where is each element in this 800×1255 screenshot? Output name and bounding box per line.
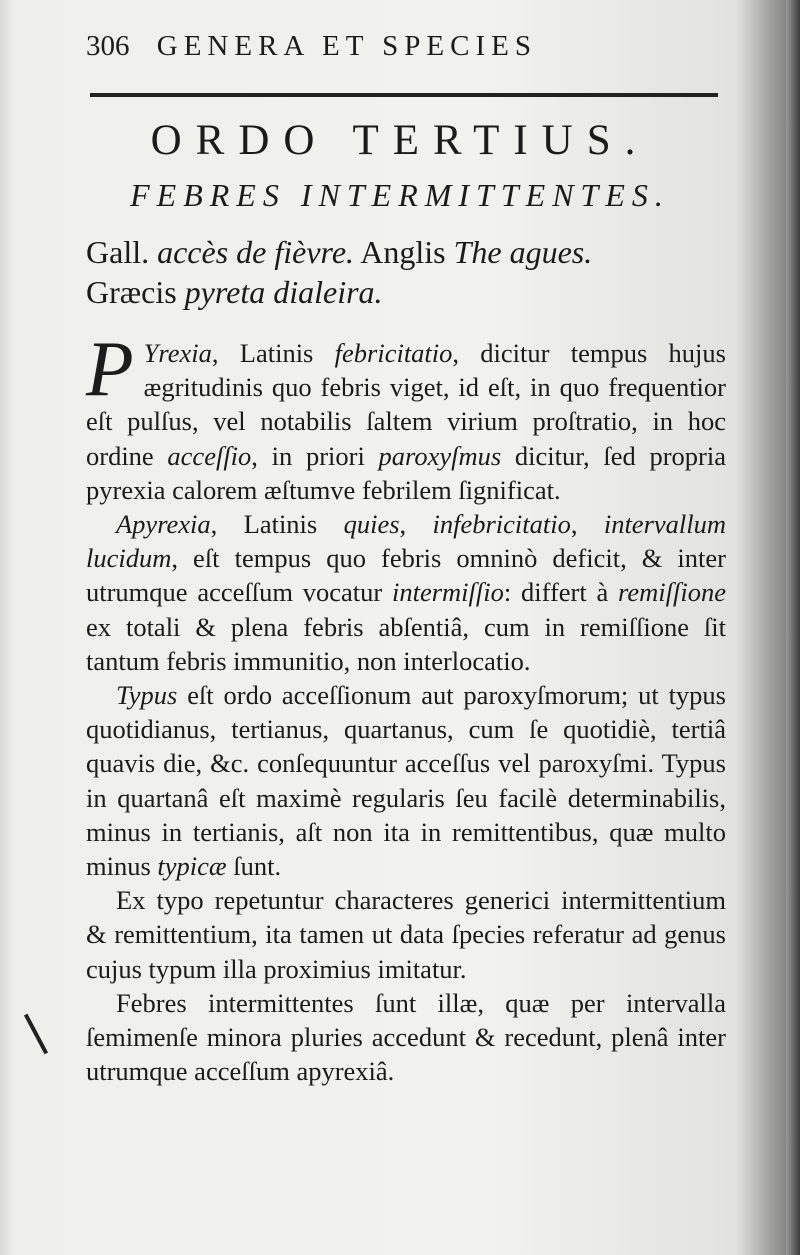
text-run: ex totali & plena febris abſentiâ, cum in remiſſione ſit tantum febris immunitio, non interlocatio. — [86, 611, 726, 676]
graec-term: pyreta dialeira. — [184, 274, 383, 310]
paragraph-typus — [86, 678, 726, 883]
paragraph-pyrexia — [86, 325, 726, 507]
synonyms — [86, 232, 746, 312]
angl-label: Anglis — [360, 234, 446, 270]
term-infebricitatio: infebricitatio — [432, 509, 571, 540]
body-text — [86, 325, 727, 1088]
term-accessio: acceſſio — [167, 440, 252, 471]
text-run: Febres intermittentes ſunt illæ, quæ per intervalla ſemimenſe minora pluries accedunt & recedunt, plenâ inter utrumque acceſſum apyrexiâ. — [86, 987, 726, 1087]
term-typus: Typus — [116, 680, 178, 711]
graec-label: Græcis — [86, 274, 177, 310]
term-apyrexia: Apyrexia — [116, 509, 211, 540]
text-run: ſunt. — [226, 851, 282, 882]
text-run: , — [399, 509, 433, 540]
text-run: , Latinis — [211, 338, 335, 368]
term-typicae: typicæ — [157, 851, 227, 882]
text-run: : differt à — [503, 577, 619, 608]
paragraph-febres — [86, 986, 726, 1089]
term-intermissio: intermiſſio — [391, 577, 504, 608]
text-run: , Latinis — [210, 509, 344, 540]
text-run: , — [570, 509, 604, 540]
term-quies: quies — [343, 509, 400, 540]
running-head — [86, 30, 726, 74]
paragraph-ex-typo — [86, 883, 726, 986]
term-intervallum: intervallum lucidum — [86, 509, 727, 574]
section-title: FEBRES INTERMITTENTES. — [130, 177, 670, 213]
paragraph-apyrexia — [86, 507, 726, 678]
text-run: dicitur, ſed propria pyrexia calorem æſtumve febrilem ſignificat. — [86, 440, 726, 505]
text-run: eſt ordo acceſſionum aut paroxyſmorum; ut typus quotidianus, tertianus, quartanus, cum ſe quotidiè, tertiâ quavis die, &c. conſequuntur acceſſus vel paroxyſmi. Typus in quartanâ eſt maximè regularis ſeu facilè determinabilis, minus in tertianis, aſt non ita in remittentibus, quæ multo minus — [86, 680, 726, 882]
text-run: , eſt tempus quo febris omninò deficit, & inter utrumque acceſſum vocatur — [86, 543, 726, 608]
gall-term: accès de fièvre. — [157, 234, 355, 270]
text-run: Ex typo repetuntur characteres generici intermittentium & remittentium, ita tamen ut data ſpecies referatur ad genus cujus typum illa proximius imitatur. — [86, 885, 726, 984]
term-remissione: remiſſione — [618, 577, 726, 608]
term-febricitatio: febricitatio — [334, 338, 453, 368]
drop-cap: P — [86, 325, 134, 412]
order-heading: ORDO TERTIUS. — [150, 117, 650, 164]
gall-label: Gall. — [86, 234, 150, 270]
text-run: , dicitur tempus hujus ægritudinis quo febris viget, id eſt, in quo frequentior eſt pulſus, vel notabilis ſaltem virium proſtratio, in hoc ordine — [86, 338, 726, 471]
header-rule — [90, 93, 718, 97]
text-run: , in priori — [251, 440, 379, 471]
term-paroxysmus: paroxyſmus — [378, 440, 502, 471]
term-pyrexia: Yrexia — [143, 338, 212, 368]
running-title: GENERA ET SPECIES — [156, 30, 537, 62]
page-number: 306 — [86, 30, 130, 62]
angl-term: The agues. — [453, 234, 593, 270]
